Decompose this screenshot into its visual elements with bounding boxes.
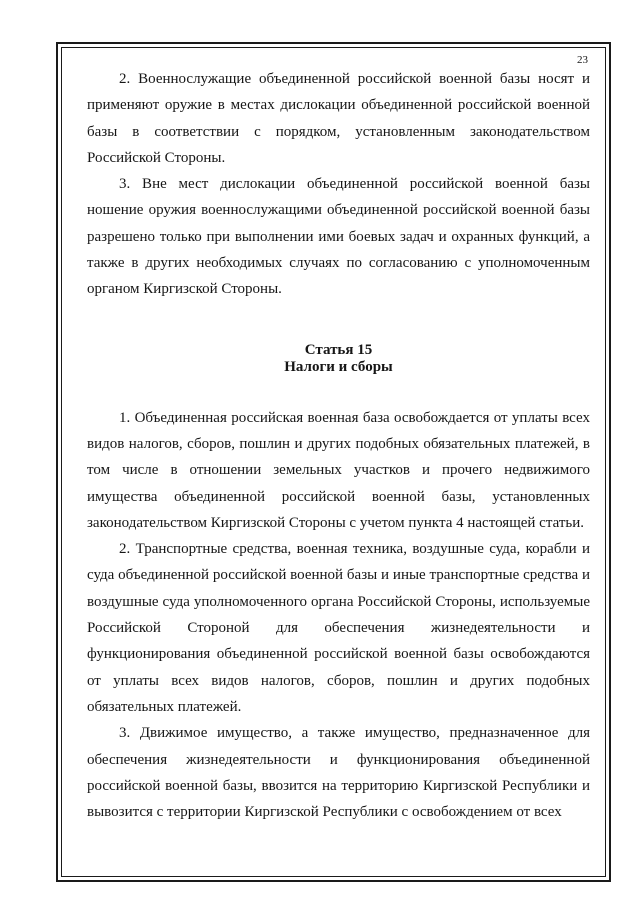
paragraph-weapons-outside: 3. Вне мест дислокации объединенной российской военной базы ношение оружия военнослужащими объединенной российской военной базы разрешено только при выполнении ими боевых задач и охранных функций, а также в других необходимых случаях по согласованию с уполномоченным органом Киргизской Стороны. — [87, 176, 590, 298]
paragraph-vehicles-exemption: 2. Транспортные средства, военная техника, воздушные суда, корабли и суда объединенной российской военной базы и иные транспортные средства и воздушные суда уполномоченного органа Российской Стороны, используемые Российской Стороной для обеспечения жизнедеятельности и функционирования объединенной российской военной базы освобождаются от уплаты всех видов налогов, сборов, пошлин и других подобных обязательных платежей. — [87, 541, 590, 715]
article-number: Статья 15 — [304, 341, 373, 358]
article-heading — [87, 342, 590, 376]
document-body — [87, 66, 590, 825]
paragraph-weapons-carry: 2. Военнослужащие объединенной российской военной базы носят и применяют оружие в местах дислокации объединенной российской военной базы в соответствии с порядком, установленным законодательством Российской Стороны. — [87, 71, 590, 166]
paragraph-movable-property: 3. Движимое имущество, а также имущество, предназначенное для обеспечения жизнедеятельности и функционирования объединенной российской военной базы, ввозится на территорию Киргизской Республики и вывозится с территории Киргизской Республики с освобождением от всех — [87, 725, 590, 821]
page-number: 23 — [577, 54, 588, 66]
article-title: Налоги и сборы — [284, 358, 393, 375]
paragraph-tax-exemption: 1. Объединенная российская военная база освобождается от уплаты всех видов налогов, сборов, пошлин и других подобных обязательных платежей, в том числе в отношении земельных участков и прочего недвижимого имущества объединенной российской военной базы, установленных законодательством Киргизской Стороны с учетом пункта 4 настоящей статьи. — [87, 409, 590, 531]
